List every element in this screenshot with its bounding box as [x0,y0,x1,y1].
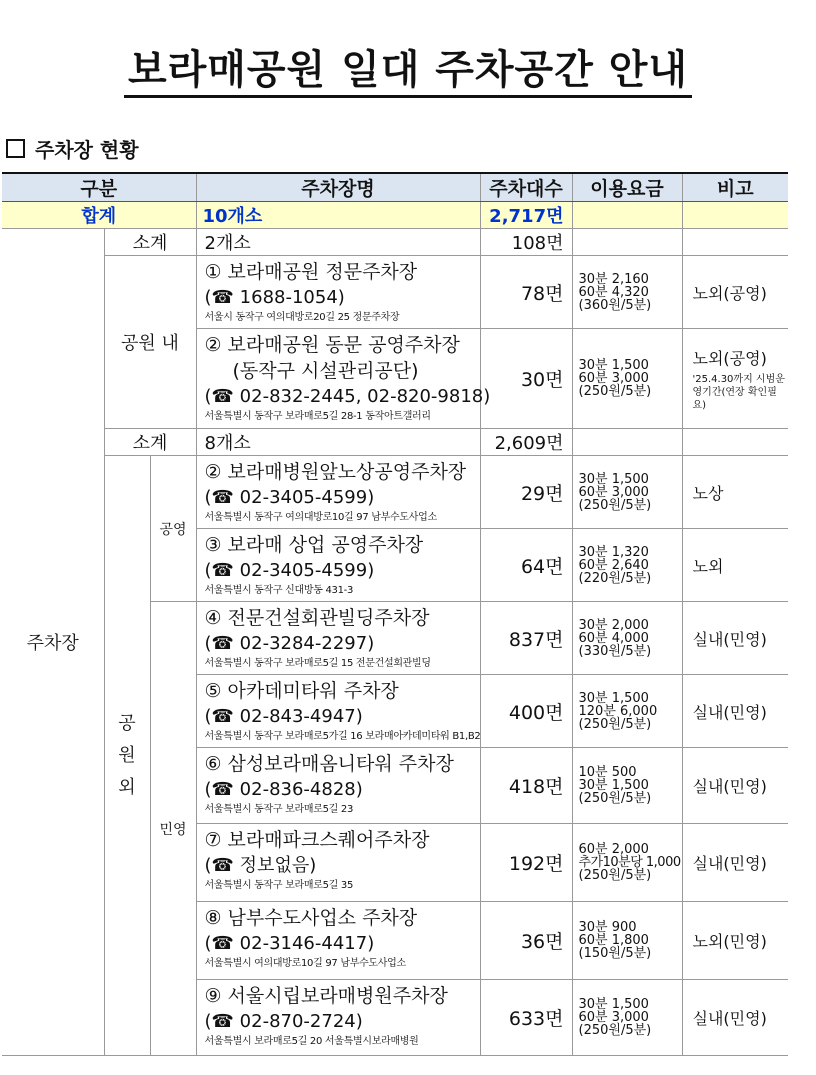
lot-name-cell: ① 보라매공원 정문주차장 (☎ 1688-1054) 서울시 동작구 여의대방로20길 25 정문주차장 [196,256,480,329]
phone-icon: (☎ [204,933,240,954]
lot-count: 633면 [480,980,572,1056]
checkbox-icon [6,139,25,158]
header-count: 주차대수 [480,173,572,202]
lot-count: 192면 [480,824,572,902]
lot-note: 노상 [682,456,788,529]
phone-icon: (☎ [204,779,240,800]
header-note: 비고 [682,173,788,202]
total-note [682,202,788,229]
lot-fee: 30분 1,320 60분 2,640 (220원/5분) [572,529,682,602]
lot-note: 노외(공영) [682,256,788,329]
subtotal-name: 2개소 [196,229,480,256]
subtotal-name: 8개소 [196,429,480,456]
lot-name-cell: ⑦ 보라매파크스퀘어주차장 (☎ 정보없음) 서울특별시 동작구 보라매로5길 35 [196,824,480,902]
header-name: 주차장명 [196,173,480,202]
page-title: 보라매공원 일대 주차공간 안내 [0,38,816,95]
phone-icon: (☎ [204,706,240,727]
lot-count: 418면 [480,748,572,824]
lot-note: 실내(민영) [682,675,788,748]
lot-fee: 30분 1,500 60분 3,000 (250원/5분) [572,329,682,429]
subtotal-count: 108면 [480,229,572,256]
lot-count: 78면 [480,256,572,329]
out-park-label: 공 원 외 [104,456,150,1056]
lot-fee: 30분 1,500 60분 3,000 (250원/5분) [572,456,682,529]
total-label: 합계 [2,202,196,229]
lot-note: 노외(민영) [682,902,788,980]
phone-icon: (☎ [204,560,240,581]
lot-fee: 30분 1,500 120분 6,000 (250원/5분) [572,675,682,748]
lot-name-cell: ⑥ 삼성보라매옴니타워 주차장 (☎ 02-836-4828) 서울특별시 동작구 보라매로5길 23 [196,748,480,824]
lot-count: 400면 [480,675,572,748]
in-park-label: 공원 내 [104,256,196,429]
public-label: 공영 [150,456,196,602]
phone-icon: (☎ [204,487,240,508]
lot-note: 노외(공영) '25.4.30까지 시범운영기간(연장 확인필요) [682,329,788,429]
phone-icon: (☎ [204,1011,240,1032]
table-row [2,229,788,256]
lot-count: 29면 [480,456,572,529]
lot-count: 64면 [480,529,572,602]
table-row [2,429,788,456]
phone-icon: (☎ [204,633,240,654]
category-main: 주차장 [2,229,104,1056]
subtotal-label: 소계 [104,429,196,456]
header-fee: 이용요금 [572,173,682,202]
lot-fee: 10분 500 30분 1,500 (250원/5분) [572,748,682,824]
parking-table [2,172,788,1056]
total-row [2,202,788,229]
lot-name-cell: ⑧ 남부수도사업소 주차장 (☎ 02-3146-4417) 서울특별시 여의대방로10길 97 남부수도사업소 [196,902,480,980]
lot-note: 노외 [682,529,788,602]
lot-fee: 30분 900 60분 1,800 (150원/5분) [572,902,682,980]
header-category: 구분 [2,173,196,202]
subtotal-label: 소계 [104,229,196,256]
total-count: 2,717면 [480,202,572,229]
phone-icon: (☎ [204,287,240,308]
lot-note: 실내(민영) [682,748,788,824]
lot-fee: 30분 2,160 60분 4,320 (360원/5분) [572,256,682,329]
lot-note: 실내(민영) [682,602,788,675]
lot-name-cell: ② 보라매병원앞노상공영주차장 (☎ 02-3405-4599) 서울특별시 동작구 여의대방로10길 97 남부수도사업소 [196,456,480,529]
lot-fee: 30분 2,000 60분 4,000 (330원/5분) [572,602,682,675]
total-fee [572,202,682,229]
lot-count: 837면 [480,602,572,675]
lot-name-cell: ③ 보라매 상업 공영주차장 (☎ 02-3405-4599) 서울특별시 동작구 신대방동 431-3 [196,529,480,602]
table-row [2,456,788,529]
lot-fee: 30분 1,500 60분 3,000 (250원/5분) [572,980,682,1056]
lot-note: 실내(민영) [682,980,788,1056]
lot-name-cell: ⑨ 서울시립보라매병원주차장 (☎ 02-870-2724) 서울특별시 보라매로5길 20 서울특별시보라매병원 [196,980,480,1056]
lot-note: 실내(민영) [682,824,788,902]
lot-count: 36면 [480,902,572,980]
lot-fee: 60분 2,000 추가10분당 1,000 (250원/5분) [572,824,682,902]
subtotal-count: 2,609면 [480,429,572,456]
header-row [2,173,788,202]
total-name: 10개소 [196,202,480,229]
section-heading: 주차장 현황 [6,134,139,163]
lot-name-cell: ② 보라매공원 동문 공영주차장 (동작구 시설관리공단) (☎ 02-832-2445, 02-820-9818) 서울특별시 동작구 보라매로5길 28-1 동작아트갤러리 [196,329,480,429]
phone-icon: (☎ [204,855,240,876]
lot-count: 30면 [480,329,572,429]
lot-name-cell: ④ 전문건설회관빌딩주차장 (☎ 02-3284-2297) 서울특별시 동작구 보라매로5길 15 전문건설회관빌딩 [196,602,480,675]
phone-icon: (☎ [204,386,240,407]
private-label: 민영 [150,602,196,1056]
lot-name-cell: ⑤ 아카데미타워 주차장 (☎ 02-843-4947) 서울특별시 동작구 보라매로5가길 16 보라매아카데미타워 B1,B2 [196,675,480,748]
table-row [2,256,788,329]
